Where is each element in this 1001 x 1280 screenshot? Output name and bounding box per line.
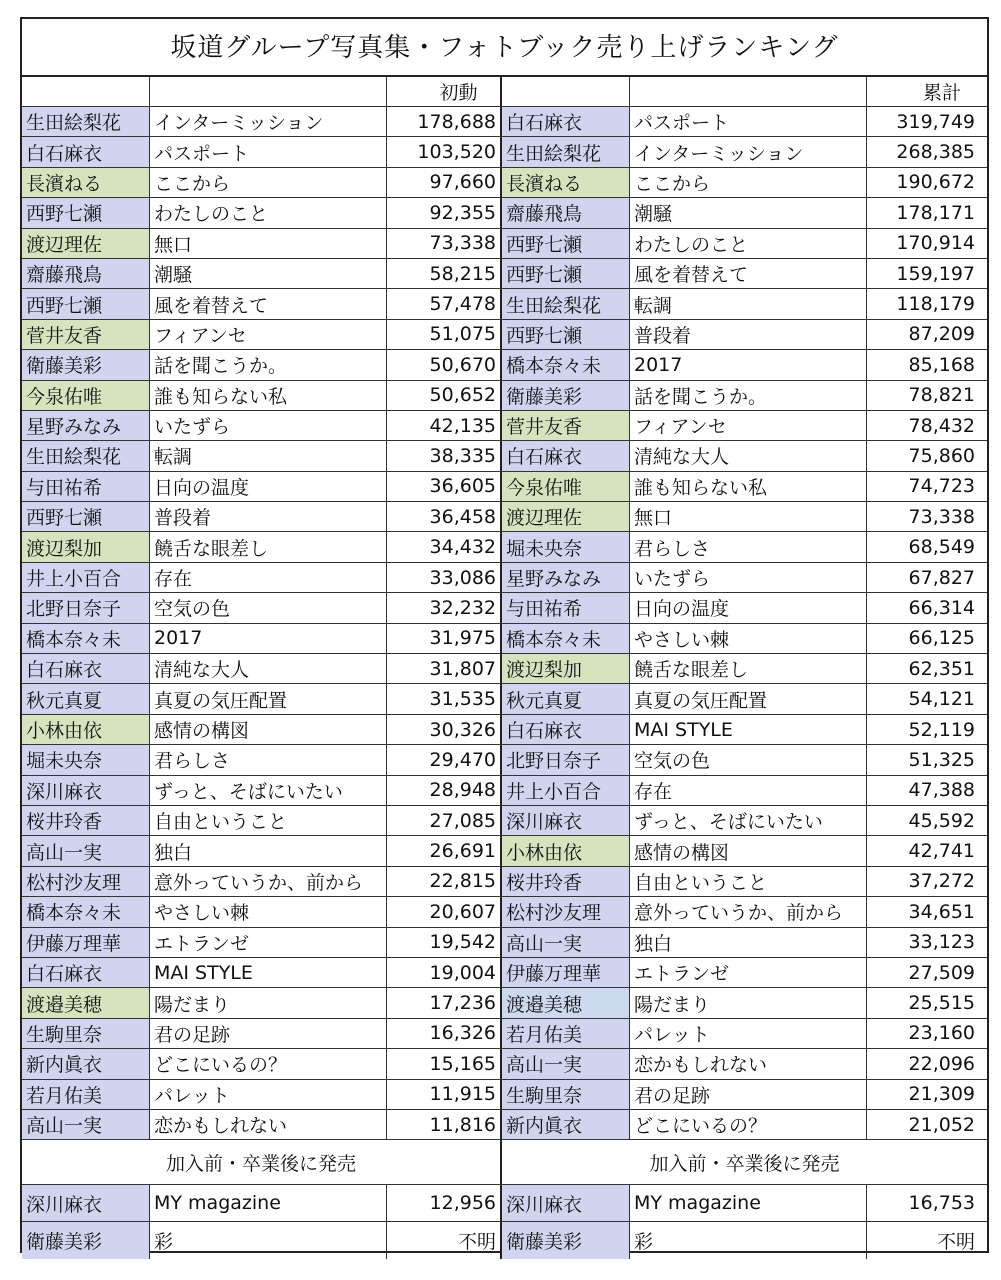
sales-cumulative: 73,338 [908, 505, 975, 528]
book-title-initial: 話を聞こうか。 [150, 350, 387, 379]
book-title-cumulative: 空気の色 [630, 745, 867, 774]
member-name-cumulative: 白石麻衣 [502, 715, 630, 744]
sales-initial: 29,470 [387, 745, 502, 774]
book-title-initial: 自由ということ [150, 806, 387, 835]
table-row [22, 532, 987, 562]
member-name-initial: 桜井玲香 [22, 806, 150, 835]
table-row [22, 593, 987, 623]
table-row [22, 867, 987, 897]
member-name-initial: 長濱ねる [22, 168, 150, 197]
book-title-cumulative: やさしい棘 [630, 624, 867, 653]
header-blank-name-1 [22, 77, 150, 106]
member-name-initial: 衛藤美彩 [22, 1222, 150, 1259]
sales-initial: 22,815 [387, 867, 502, 896]
member-name-initial: 今泉佑唯 [22, 381, 150, 410]
sales-initial: 11,816 [387, 1110, 502, 1139]
table-row [22, 684, 987, 714]
sales-initial: 19,004 [387, 958, 502, 987]
book-title-cumulative: 自由ということ [630, 867, 867, 896]
book-title-cumulative: ここから [630, 168, 867, 197]
book-title-cumulative: 清純な大人 [630, 441, 867, 470]
member-name-cumulative: 白石麻衣 [502, 107, 630, 136]
book-title-initial: 転調 [150, 441, 387, 470]
book-title-cumulative: 独白 [630, 928, 867, 957]
book-title-cumulative: インターミッション [630, 137, 867, 166]
ranking-rows [22, 107, 987, 1140]
member-name-cumulative: 渡邉美穂 [502, 988, 630, 1017]
member-name-initial: 白石麻衣 [22, 958, 150, 987]
member-name-initial: 橋本奈々未 [22, 897, 150, 926]
member-name-cumulative: 新内眞衣 [502, 1110, 630, 1139]
table-row [22, 806, 987, 836]
sales-initial: 15,165 [387, 1049, 502, 1078]
sales-initial: 31,535 [387, 684, 502, 713]
table-row [22, 320, 987, 350]
book-title-initial: どこにいるの？ [150, 1049, 387, 1078]
sales-initial: 31,975 [387, 624, 502, 653]
member-name-cumulative: 渡辺梨加 [502, 654, 630, 683]
member-name-cumulative: 深川麻衣 [502, 806, 630, 835]
sales-cumulative: 319,749 [896, 110, 975, 133]
book-title-cumulative: いたずら [630, 563, 867, 592]
book-title-cumulative: 真夏の気圧配置 [630, 684, 867, 713]
sales-cumulative: 21,052 [908, 1113, 975, 1136]
table-row [22, 502, 987, 532]
table-row [22, 350, 987, 380]
sales-initial: 36,458 [387, 502, 502, 531]
member-name-initial: 深川麻衣 [22, 1185, 150, 1221]
table-row [22, 1049, 987, 1079]
book-title-cumulative: 君らしさ [630, 532, 867, 561]
member-name-initial: 秋元真夏 [22, 684, 150, 713]
member-name-initial: 渡邉美穂 [22, 988, 150, 1017]
member-name-cumulative: 北野日奈子 [502, 745, 630, 774]
member-name-cumulative: 渡辺理佐 [502, 502, 630, 531]
sales-initial: 42,135 [387, 411, 502, 440]
member-name-cumulative: 菅井友香 [502, 411, 630, 440]
sales-initial: 16,326 [387, 1019, 502, 1048]
sales-cumulative: 67,827 [908, 566, 975, 589]
sales-cumulative: 66,125 [908, 627, 975, 650]
sales-cumulative: 16,753 [908, 1192, 975, 1215]
member-name-cumulative: 若月佑美 [502, 1019, 630, 1048]
book-title-cumulative: エトランゼ [630, 958, 867, 987]
section-label-left: 加入前・卒業後に発売 [22, 1140, 502, 1184]
book-title-cumulative: フィアンセ [630, 411, 867, 440]
sales-cumulative: 21,309 [908, 1083, 975, 1106]
book-title-initial: エトランゼ [150, 928, 387, 957]
sales-cumulative: 78,821 [908, 384, 975, 407]
ranking-sheet [20, 17, 989, 1253]
table-row [22, 897, 987, 927]
extra-rows [22, 1185, 987, 1259]
book-title-initial: 清純な大人 [150, 654, 387, 683]
sales-initial: 26,691 [387, 836, 502, 865]
header-cumulative: 累計 [922, 82, 961, 104]
sales-cumulative: 23,160 [908, 1022, 975, 1045]
book-title-cumulative: 転調 [630, 289, 867, 318]
member-name-initial: 西野七瀬 [22, 502, 150, 531]
member-name-cumulative: 生田絵梨花 [502, 137, 630, 166]
sales-cumulative: 159,197 [896, 262, 975, 285]
book-title-cumulative: 恋かもしれない [630, 1049, 867, 1078]
member-name-cumulative: 高山一実 [502, 1049, 630, 1078]
table-row [22, 928, 987, 958]
book-title-cumulative: どこにいるの？ [630, 1110, 867, 1139]
book-title-initial: 陽だまり [150, 988, 387, 1017]
book-title-cumulative: MAI STYLE [630, 715, 867, 744]
book-title-initial: 君らしさ [150, 745, 387, 774]
book-title-initial: MAI STYLE [150, 958, 387, 987]
member-name-cumulative: 深川麻衣 [502, 1185, 630, 1221]
book-title-initial: 彩 [150, 1222, 387, 1259]
sales-cumulative: 170,914 [896, 232, 975, 255]
member-name-cumulative: 与田祐希 [502, 593, 630, 622]
table-row [22, 168, 987, 198]
book-title-initial: 誰も知らない私 [150, 381, 387, 410]
member-name-initial: 与田祐希 [22, 472, 150, 501]
sales-initial: 51,075 [387, 320, 502, 349]
sales-initial: 28,948 [387, 776, 502, 805]
member-name-initial: 白石麻衣 [22, 654, 150, 683]
book-title-cumulative: 意外っていうか、前から [630, 897, 867, 926]
member-name-cumulative: 齋藤飛鳥 [502, 198, 630, 227]
book-title-initial: 意外っていうか、前から [150, 867, 387, 896]
member-name-initial: 新内眞衣 [22, 1049, 150, 1078]
sales-cumulative: 78,432 [908, 414, 975, 437]
member-name-cumulative: 松村沙友理 [502, 897, 630, 926]
sales-initial: 30,326 [387, 715, 502, 744]
sales-cumulative: 34,651 [908, 900, 975, 923]
member-name-initial: 伊藤万理華 [22, 928, 150, 957]
table-row [22, 289, 987, 319]
table-row [22, 563, 987, 593]
sales-initial: 50,670 [387, 350, 502, 379]
header-row [22, 77, 987, 107]
table-row [22, 107, 987, 137]
sales-cumulative: 37,272 [908, 870, 975, 893]
book-title-initial: MY magazine [150, 1185, 387, 1221]
sales-initial: 36,605 [387, 472, 502, 501]
book-title-cumulative: 誰も知らない私 [630, 472, 867, 501]
sales-cumulative: 178,171 [896, 201, 975, 224]
member-name-cumulative: 衛藤美彩 [502, 381, 630, 410]
book-title-initial: 日向の温度 [150, 472, 387, 501]
table-row [22, 624, 987, 654]
table-row [22, 381, 987, 411]
book-title-initial: 無口 [150, 229, 387, 258]
book-title-initial: いたずら [150, 411, 387, 440]
header-blank-title-1 [150, 77, 387, 106]
book-title-cumulative: 話を聞こうか。 [630, 381, 867, 410]
table-row [22, 1185, 987, 1222]
sales-cumulative: 85,168 [908, 353, 975, 376]
header-blank-title-2 [630, 77, 867, 106]
sales-initial: 97,660 [387, 168, 502, 197]
sales-cumulative: 62,351 [908, 657, 975, 680]
table-row [22, 1222, 987, 1259]
member-name-initial: 北野日奈子 [22, 593, 150, 622]
member-name-initial: 小林由依 [22, 715, 150, 744]
table-row [22, 988, 987, 1018]
book-title-cumulative: 君の足跡 [630, 1080, 867, 1109]
sheet-title: 坂道グループ写真集・フォトブック売り上げランキング [22, 19, 987, 77]
member-name-initial: 堀未央奈 [22, 745, 150, 774]
sales-cumulative: 87,209 [908, 323, 975, 346]
book-title-cumulative: 陽だまり [630, 988, 867, 1017]
sales-initial: 31,807 [387, 654, 502, 683]
table-row [22, 259, 987, 289]
sales-cumulative: 42,741 [908, 840, 975, 863]
sales-cumulative: 190,672 [896, 171, 975, 194]
book-title-initial: 空気の色 [150, 593, 387, 622]
sales-cumulative: 51,325 [908, 748, 975, 771]
book-title-initial: インターミッション [150, 107, 387, 136]
table-row [22, 1080, 987, 1110]
book-title-cumulative: MY magazine [630, 1185, 867, 1221]
book-title-cumulative: 饒舌な眼差し [630, 654, 867, 683]
table-row [22, 137, 987, 167]
sales-cumulative: 66,314 [908, 596, 975, 619]
member-name-cumulative: 白石麻衣 [502, 441, 630, 470]
member-name-initial: 西野七瀬 [22, 198, 150, 227]
book-title-initial: 恋かもしれない [150, 1110, 387, 1139]
member-name-cumulative: 橋本奈々未 [502, 624, 630, 653]
table-row [22, 198, 987, 228]
sales-cumulative: 22,096 [908, 1052, 975, 1075]
book-title-cumulative: わたしのこと [630, 229, 867, 258]
member-name-cumulative: 今泉佑唯 [502, 472, 630, 501]
member-name-cumulative: 井上小百合 [502, 776, 630, 805]
member-name-initial: 衛藤美彩 [22, 350, 150, 379]
sales-initial: 32,232 [387, 593, 502, 622]
member-name-initial: 高山一実 [22, 1110, 150, 1139]
book-title-initial: 感情の構図 [150, 715, 387, 744]
sales-initial: 73,338 [387, 229, 502, 258]
book-title-initial: パレット [150, 1080, 387, 1109]
table-row [22, 654, 987, 684]
sales-initial: 17,236 [387, 988, 502, 1017]
book-title-initial: 存在 [150, 563, 387, 592]
sales-initial: 33,086 [387, 563, 502, 592]
member-name-initial: 齋藤飛鳥 [22, 259, 150, 288]
sales-initial: 不明 [387, 1222, 502, 1259]
book-title-initial: 饒舌な眼差し [150, 532, 387, 561]
member-name-cumulative: 伊藤万理華 [502, 958, 630, 987]
sales-initial: 20,607 [387, 897, 502, 926]
book-title-cumulative: 彩 [630, 1222, 867, 1259]
sales-cumulative: 33,123 [908, 931, 975, 954]
sales-cumulative: 118,179 [896, 293, 975, 316]
book-title-initial: 風を着替えて [150, 289, 387, 318]
sales-initial: 11,915 [387, 1080, 502, 1109]
header-initial: 初動 [387, 77, 502, 106]
table-row [22, 836, 987, 866]
section-row [22, 1140, 987, 1185]
book-title-initial: ずっと、そばにいたい [150, 776, 387, 805]
book-title-initial: 2017 [150, 624, 387, 653]
sales-cumulative: 25,515 [908, 992, 975, 1015]
book-title-cumulative: 日向の温度 [630, 593, 867, 622]
sales-cumulative: 45,592 [908, 809, 975, 832]
member-name-initial: 高山一実 [22, 836, 150, 865]
sales-cumulative: 75,860 [908, 444, 975, 467]
sales-initial: 27,085 [387, 806, 502, 835]
member-name-cumulative: 高山一実 [502, 928, 630, 957]
book-title-initial: ここから [150, 168, 387, 197]
member-name-cumulative: 生田絵梨花 [502, 289, 630, 318]
sales-initial: 57,478 [387, 289, 502, 318]
sales-cumulative: 268,385 [896, 141, 975, 164]
book-title-initial: 真夏の気圧配置 [150, 684, 387, 713]
table-row [22, 472, 987, 502]
book-title-initial: 君の足跡 [150, 1019, 387, 1048]
book-title-cumulative: ずっと、そばにいたい [630, 806, 867, 835]
member-name-cumulative: 西野七瀬 [502, 229, 630, 258]
sales-initial: 12,956 [387, 1185, 502, 1221]
book-title-cumulative: パスポート [630, 107, 867, 136]
table-row [22, 715, 987, 745]
member-name-cumulative: 秋元真夏 [502, 684, 630, 713]
book-title-cumulative: 2017 [630, 350, 867, 379]
sales-initial: 34,432 [387, 532, 502, 561]
member-name-cumulative: 小林由依 [502, 836, 630, 865]
member-name-initial: 渡辺梨加 [22, 532, 150, 561]
book-title-initial: パスポート [150, 137, 387, 166]
member-name-initial: 生田絵梨花 [22, 107, 150, 136]
book-title-initial: やさしい棘 [150, 897, 387, 926]
sales-initial: 178,688 [387, 107, 502, 136]
member-name-initial: 橋本奈々未 [22, 624, 150, 653]
book-title-cumulative: パレット [630, 1019, 867, 1048]
member-name-initial: 松村沙友理 [22, 867, 150, 896]
sales-cumulative: 54,121 [908, 688, 975, 711]
sales-cumulative: 不明 [936, 1231, 975, 1254]
book-title-initial: フィアンセ [150, 320, 387, 349]
member-name-cumulative: 橋本奈々未 [502, 350, 630, 379]
sales-cumulative: 47,388 [908, 779, 975, 802]
book-title-initial: 潮騒 [150, 259, 387, 288]
sales-initial: 50,652 [387, 381, 502, 410]
book-title-cumulative: 感情の構図 [630, 836, 867, 865]
book-title-initial: わたしのこと [150, 198, 387, 227]
table-row [22, 411, 987, 441]
table-row [22, 441, 987, 471]
member-name-initial: 深川麻衣 [22, 776, 150, 805]
member-name-initial: 生駒里奈 [22, 1019, 150, 1048]
table-row [22, 1019, 987, 1049]
book-title-cumulative: 潮騒 [630, 198, 867, 227]
sales-initial: 38,335 [387, 441, 502, 470]
member-name-cumulative: 生駒里奈 [502, 1080, 630, 1109]
sales-cumulative: 52,119 [908, 718, 975, 741]
member-name-cumulative: 西野七瀬 [502, 320, 630, 349]
section-label-right: 加入前・卒業後に発売 [649, 1152, 840, 1175]
sales-initial: 19,542 [387, 928, 502, 957]
member-name-initial: 若月佑美 [22, 1080, 150, 1109]
table-row [22, 958, 987, 988]
member-name-cumulative: 長濱ねる [502, 168, 630, 197]
sales-initial: 103,520 [387, 137, 502, 166]
book-title-cumulative: 風を着替えて [630, 259, 867, 288]
book-title-cumulative: 普段着 [630, 320, 867, 349]
member-name-cumulative: 星野みなみ [502, 563, 630, 592]
book-title-cumulative: 存在 [630, 776, 867, 805]
table-row [22, 1110, 987, 1140]
member-name-initial: 星野みなみ [22, 411, 150, 440]
sales-initial: 58,215 [387, 259, 502, 288]
member-name-cumulative: 桜井玲香 [502, 867, 630, 896]
member-name-cumulative: 西野七瀬 [502, 259, 630, 288]
book-title-initial: 独白 [150, 836, 387, 865]
member-name-initial: 白石麻衣 [22, 137, 150, 166]
member-name-cumulative: 衛藤美彩 [502, 1222, 630, 1259]
member-name-initial: 井上小百合 [22, 563, 150, 592]
book-title-cumulative: 無口 [630, 502, 867, 531]
book-title-initial: 普段着 [150, 502, 387, 531]
table-row [22, 776, 987, 806]
table-row [22, 745, 987, 775]
member-name-initial: 菅井友香 [22, 320, 150, 349]
sales-initial: 92,355 [387, 198, 502, 227]
sales-cumulative: 27,509 [908, 961, 975, 984]
member-name-initial: 生田絵梨花 [22, 441, 150, 470]
member-name-cumulative: 堀未央奈 [502, 532, 630, 561]
member-name-initial: 西野七瀬 [22, 289, 150, 318]
sales-cumulative: 68,549 [908, 536, 975, 559]
table-row [22, 229, 987, 259]
header-blank-name-2 [502, 77, 630, 106]
member-name-initial: 渡辺理佐 [22, 229, 150, 258]
sales-cumulative: 74,723 [908, 475, 975, 498]
